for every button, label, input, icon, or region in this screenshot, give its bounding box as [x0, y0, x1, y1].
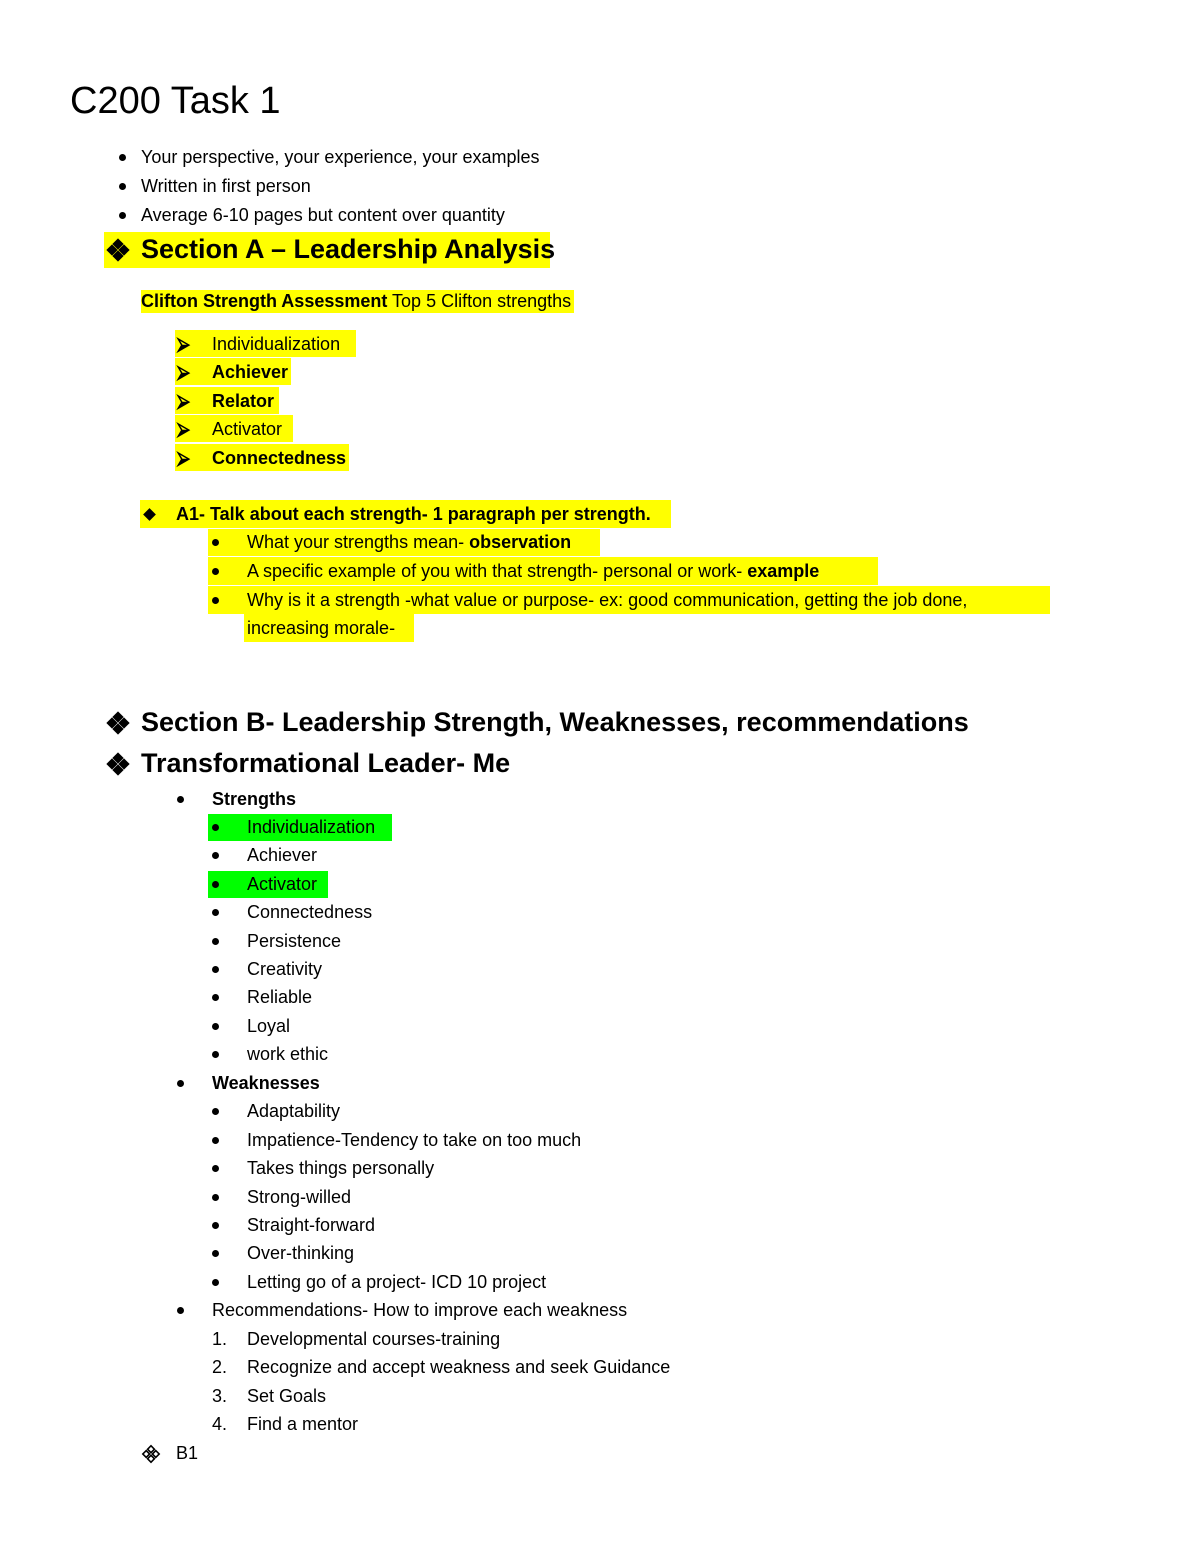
- bullet-dot-icon: [212, 1023, 219, 1030]
- bullet-dot-icon: [212, 1222, 219, 1229]
- bullet-dot-icon: [212, 938, 219, 945]
- weaknesses-label: Weaknesses: [212, 1073, 320, 1093]
- intro-item: Average 6-10 pages but content over quantity: [141, 205, 505, 225]
- b-strength-item: work ethic: [247, 1044, 329, 1064]
- a1-point-continuation: increasing morale-: [247, 618, 396, 638]
- recommendation-item: Recognize and accept weakness and seek Guidance: [247, 1357, 671, 1377]
- recommendations-label: Recommendations- How to improve each weakness: [212, 1300, 628, 1320]
- bullet-dot-icon: [212, 966, 219, 973]
- weakness-item: Strong-willed: [247, 1187, 352, 1207]
- recommendation-number: 4.: [212, 1414, 228, 1434]
- a1-point-bold: example: [747, 561, 820, 581]
- bullet-dot-icon: [212, 1137, 219, 1144]
- weakness-item: Over-thinking: [247, 1243, 355, 1263]
- recommendation-item: Find a mentor: [247, 1414, 359, 1434]
- weakness-item: Takes things personally: [247, 1158, 435, 1178]
- bullet-dot-icon: [119, 183, 126, 190]
- strength-item: Individualization: [212, 334, 341, 354]
- a1-point: [247, 562, 819, 580]
- section-b-subheading: Transformational Leader- Me: [141, 748, 511, 778]
- strengths-label: Strengths: [212, 789, 297, 809]
- strength-item: Achiever: [212, 362, 289, 382]
- bullet-dot-icon: [212, 1250, 219, 1257]
- bullet-dot-icon: [212, 1051, 219, 1058]
- bullet-dot-icon: [177, 1080, 184, 1087]
- arrow-bullet-icon: ⮚: [177, 448, 190, 468]
- bullet-dot-icon: [212, 1165, 219, 1172]
- bullet-dot-icon: [212, 994, 219, 1001]
- b-strength-item: Loyal: [247, 1016, 291, 1036]
- a1-point-text: What your strengths mean-: [247, 532, 470, 552]
- intro-item: Your perspective, your experience, your examples: [141, 147, 540, 167]
- arrow-bullet-icon: ⮚: [177, 391, 190, 411]
- bullet-dot-icon: [212, 1108, 219, 1115]
- recommendation-number: 3.: [212, 1386, 228, 1406]
- a1-point: [247, 533, 571, 551]
- bullet-dot-icon: [212, 1194, 219, 1201]
- bullet-dot-icon: [212, 824, 219, 831]
- b-strength-item: Persistence: [247, 931, 342, 951]
- recommendation-item: Set Goals: [247, 1386, 327, 1406]
- a1-point-bold: observation: [469, 532, 572, 552]
- bullet-dot-icon: [212, 909, 219, 916]
- four-diamond-icon: [108, 754, 128, 774]
- b-strength-item: Achiever: [247, 845, 318, 865]
- clifton-bold: Clifton Strength Assessment: [141, 291, 388, 311]
- weakness-item: Adaptability: [247, 1101, 341, 1121]
- arrow-bullet-icon: ⮚: [177, 419, 190, 439]
- clifton-line: [141, 290, 574, 313]
- section-b-heading: Section B- Leadership Strength, Weaknesses, recommendations: [141, 707, 969, 737]
- bullet-dot-icon: [212, 568, 219, 575]
- strength-item: Relator: [212, 391, 275, 411]
- bullet-dot-icon: [119, 212, 126, 219]
- bullet-dot-icon: [212, 881, 219, 888]
- intro-item: Written in first person: [141, 176, 311, 196]
- a1-heading: A1- Talk about each strength- 1 paragraph per strength.: [176, 504, 651, 524]
- a1-point-text: A specific example of you with that strength- personal or work-: [247, 561, 748, 581]
- a1-point-text: Why is it a strength -what value or purpose- ex: good communication, getting the job done,: [247, 590, 968, 610]
- b-strength-item: Creativity: [247, 959, 323, 979]
- strength-item: Activator: [212, 419, 283, 439]
- recommendation-number: 2.: [212, 1357, 228, 1377]
- bullet-dot-icon: [177, 1307, 184, 1314]
- weakness-item: Letting go of a project- ICD 10 project: [247, 1272, 547, 1292]
- bullet-dot-icon: [177, 796, 184, 803]
- four-diamond-icon: [108, 240, 128, 260]
- strength-item: Connectedness: [212, 448, 347, 468]
- four-diamond-icon: [108, 713, 128, 733]
- arrow-bullet-icon: ⮚: [177, 362, 190, 382]
- b-strength-item: Individualization: [247, 817, 376, 837]
- four-diamond-icon: [143, 1446, 159, 1462]
- section-a-heading: Section A – Leadership Analysis: [141, 234, 556, 264]
- bullet-dot-icon: [212, 597, 219, 604]
- b-strength-item: Reliable: [247, 987, 313, 1007]
- page-title: C200 Task 1: [70, 80, 281, 122]
- b-strength-item: Activator: [247, 874, 318, 894]
- weakness-item: Straight-forward: [247, 1215, 376, 1235]
- bullet-dot-icon: [212, 539, 219, 546]
- clifton-rest: Top 5 Clifton strengths: [387, 291, 572, 311]
- bullet-dot-icon: [212, 1279, 219, 1286]
- b1-label: B1: [176, 1443, 199, 1463]
- recommendation-item: Developmental courses-training: [247, 1329, 501, 1349]
- recommendation-number: 1.: [212, 1329, 228, 1349]
- b-strength-item: Connectedness: [247, 902, 373, 922]
- bullet-dot-icon: [212, 852, 219, 859]
- weakness-item: Impatience-Tendency to take on too much: [247, 1130, 582, 1150]
- arrow-bullet-icon: ⮚: [177, 334, 190, 354]
- bullet-dot-icon: [119, 154, 126, 161]
